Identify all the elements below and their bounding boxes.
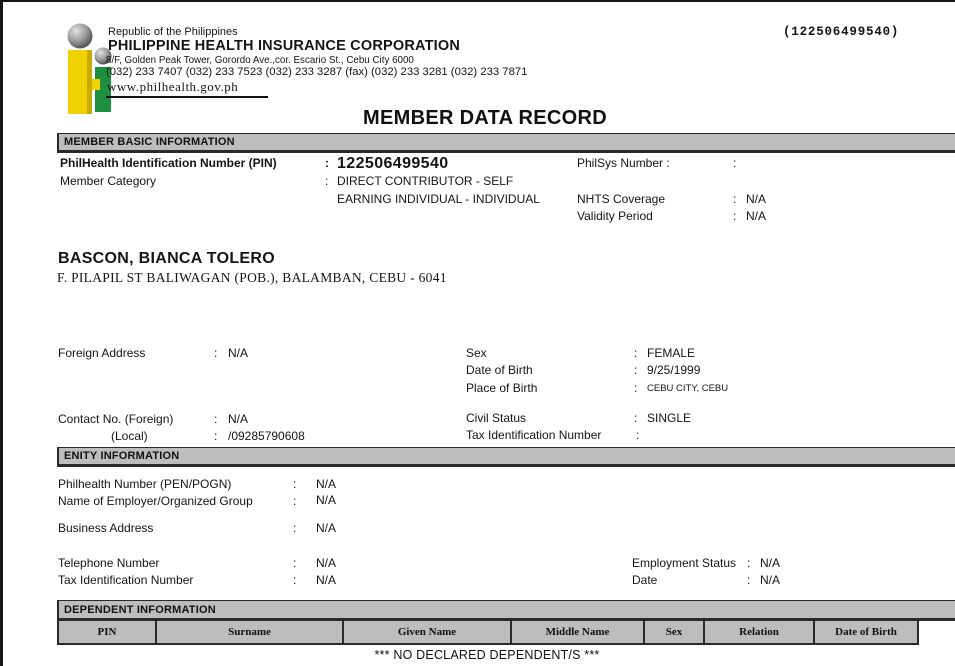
foreign-address-colon: : bbox=[214, 346, 218, 360]
reference-number: (122506499540) bbox=[783, 25, 900, 39]
nhts-label: NHTS Coverage bbox=[577, 192, 666, 206]
telephone-value: N/A bbox=[316, 556, 337, 570]
foreign-address-value: N/A bbox=[228, 346, 249, 360]
date-of-birth-label: Date of Birth bbox=[466, 363, 533, 377]
telephone-label: Telephone Number bbox=[58, 556, 160, 570]
entity-tin-colon: : bbox=[293, 573, 297, 587]
business-address-value: N/A bbox=[316, 521, 337, 535]
sex-label: Sex bbox=[466, 346, 487, 360]
entity-date-label: Date bbox=[632, 573, 658, 587]
letterhead-corporation-name: PHILIPPINE HEALTH INSURANCE CORPORATION bbox=[108, 38, 461, 54]
section-dependent-information bbox=[57, 600, 955, 621]
place-of-birth-colon: : bbox=[634, 381, 638, 395]
validity-value: N/A bbox=[746, 209, 767, 223]
page-left-border bbox=[0, 0, 3, 666]
dependent-col-given-name: Given Name bbox=[344, 621, 512, 643]
pin-label: PhilHealth Identification Number (PIN) bbox=[60, 156, 277, 170]
member-address: F. PILAPIL ST BALIWAGAN (POB.), BALAMBAN, CEBU - 6041 bbox=[57, 270, 447, 285]
contact-local-colon: : bbox=[214, 429, 218, 443]
dependent-col-date-of-birth: Date of Birth bbox=[815, 621, 919, 643]
member-name: BASCON, BIANCA TOLERO bbox=[58, 250, 275, 267]
entity-tin-label: Tax Identification Number bbox=[58, 573, 194, 587]
dependent-col-sex: Sex bbox=[645, 621, 705, 643]
section-member-basic-information bbox=[57, 133, 955, 153]
contact-local-label: (Local) bbox=[111, 429, 148, 443]
entity-tin-value: N/A bbox=[316, 573, 337, 587]
date-of-birth-colon: : bbox=[634, 363, 638, 377]
contact-local-value: /09285790608 bbox=[228, 429, 305, 443]
member-tin-colon: : bbox=[636, 428, 640, 442]
philsys-colon: : bbox=[733, 156, 737, 170]
employment-status-colon: : bbox=[747, 556, 751, 570]
no-dependents-message: *** NO DECLARED DEPENDENT/S *** bbox=[374, 648, 600, 662]
contact-foreign-value: N/A bbox=[228, 412, 249, 426]
section-dependent-title: DEPENDENT INFORMATION bbox=[64, 603, 216, 616]
logo-large-head bbox=[68, 24, 93, 49]
letterhead-address: 8/F, Golden Peak Tower, Gorordo Ave.,cor. Escario St., Cebu City 6000 bbox=[106, 55, 414, 66]
dependent-col-relation: Relation bbox=[705, 621, 815, 643]
pen-colon: : bbox=[293, 477, 297, 491]
validity-label: Validity Period bbox=[577, 209, 653, 223]
pen-value: N/A bbox=[316, 477, 337, 491]
place-of-birth-label: Place of Birth bbox=[466, 381, 538, 395]
sex-value: FEMALE bbox=[647, 346, 696, 360]
section-entity-title: ENITY INFORMATION bbox=[64, 450, 180, 462]
pen-label: Philhealth Number (PEN/POGN) bbox=[58, 477, 232, 491]
page-top-border bbox=[0, 0, 955, 2]
philsys-label: PhilSys Number : bbox=[577, 156, 670, 170]
civil-status-colon: : bbox=[634, 411, 638, 425]
document-title: MEMBER DATA RECORD bbox=[363, 107, 607, 129]
entity-date-value: N/A bbox=[760, 573, 781, 587]
website-underline bbox=[106, 96, 268, 98]
employer-value: N/A bbox=[316, 493, 337, 507]
dependent-col-middle-name: Middle Name bbox=[512, 621, 645, 643]
place-of-birth-value: CEBU CITY, CEBU bbox=[647, 383, 729, 394]
civil-status-value: SINGLE bbox=[647, 411, 692, 425]
date-of-birth-value: 9/25/1999 bbox=[647, 363, 701, 377]
member-category-value-line1: DIRECT CONTRIBUTOR - SELF bbox=[337, 174, 514, 188]
pin-colon: : bbox=[325, 156, 329, 170]
dependent-col-surname: Surname bbox=[157, 621, 344, 643]
foreign-address-label: Foreign Address bbox=[58, 346, 146, 360]
employer-colon: : bbox=[293, 494, 297, 508]
pin-value: 122506499540 bbox=[337, 155, 449, 172]
dependent-col-pin: PIN bbox=[59, 621, 157, 643]
member-category-colon: : bbox=[325, 174, 329, 188]
member-tin-label: Tax Identification Number bbox=[466, 428, 602, 442]
contact-foreign-label: Contact No. (Foreign) bbox=[58, 412, 174, 426]
section-entity-information bbox=[57, 447, 955, 467]
member-category-label: Member Category bbox=[60, 174, 157, 188]
dependent-table-header-row bbox=[57, 621, 919, 645]
letterhead-country: Republic of the Philippines bbox=[108, 26, 238, 38]
civil-status-label: Civil Status bbox=[466, 411, 527, 425]
contact-foreign-colon: : bbox=[214, 412, 218, 426]
letterhead-phones: (032) 233 7407 (032) 233 7523 (032) 233 3287 (fax) (032) 233 3281 (032) 233 7871 bbox=[106, 66, 528, 78]
business-address-label: Business Address bbox=[58, 521, 154, 535]
nhts-colon: : bbox=[733, 192, 737, 206]
section-member-basic-title: MEMBER BASIC INFORMATION bbox=[64, 136, 235, 148]
telephone-colon: : bbox=[293, 556, 297, 570]
entity-date-colon: : bbox=[747, 573, 751, 587]
employer-label: Name of Employer/Organized Group bbox=[58, 494, 253, 508]
employment-status-value: N/A bbox=[760, 556, 781, 570]
member-category-value-line2: EARNING INDIVIDUAL - INDIVIDUAL bbox=[337, 192, 540, 206]
validity-colon: : bbox=[733, 209, 737, 223]
nhts-value: N/A bbox=[746, 192, 767, 206]
business-address-colon: : bbox=[293, 521, 297, 535]
letterhead-website: www.philhealth.gov.ph bbox=[107, 79, 239, 94]
employment-status-label: Employment Status bbox=[632, 556, 737, 570]
sex-colon: : bbox=[634, 346, 638, 360]
